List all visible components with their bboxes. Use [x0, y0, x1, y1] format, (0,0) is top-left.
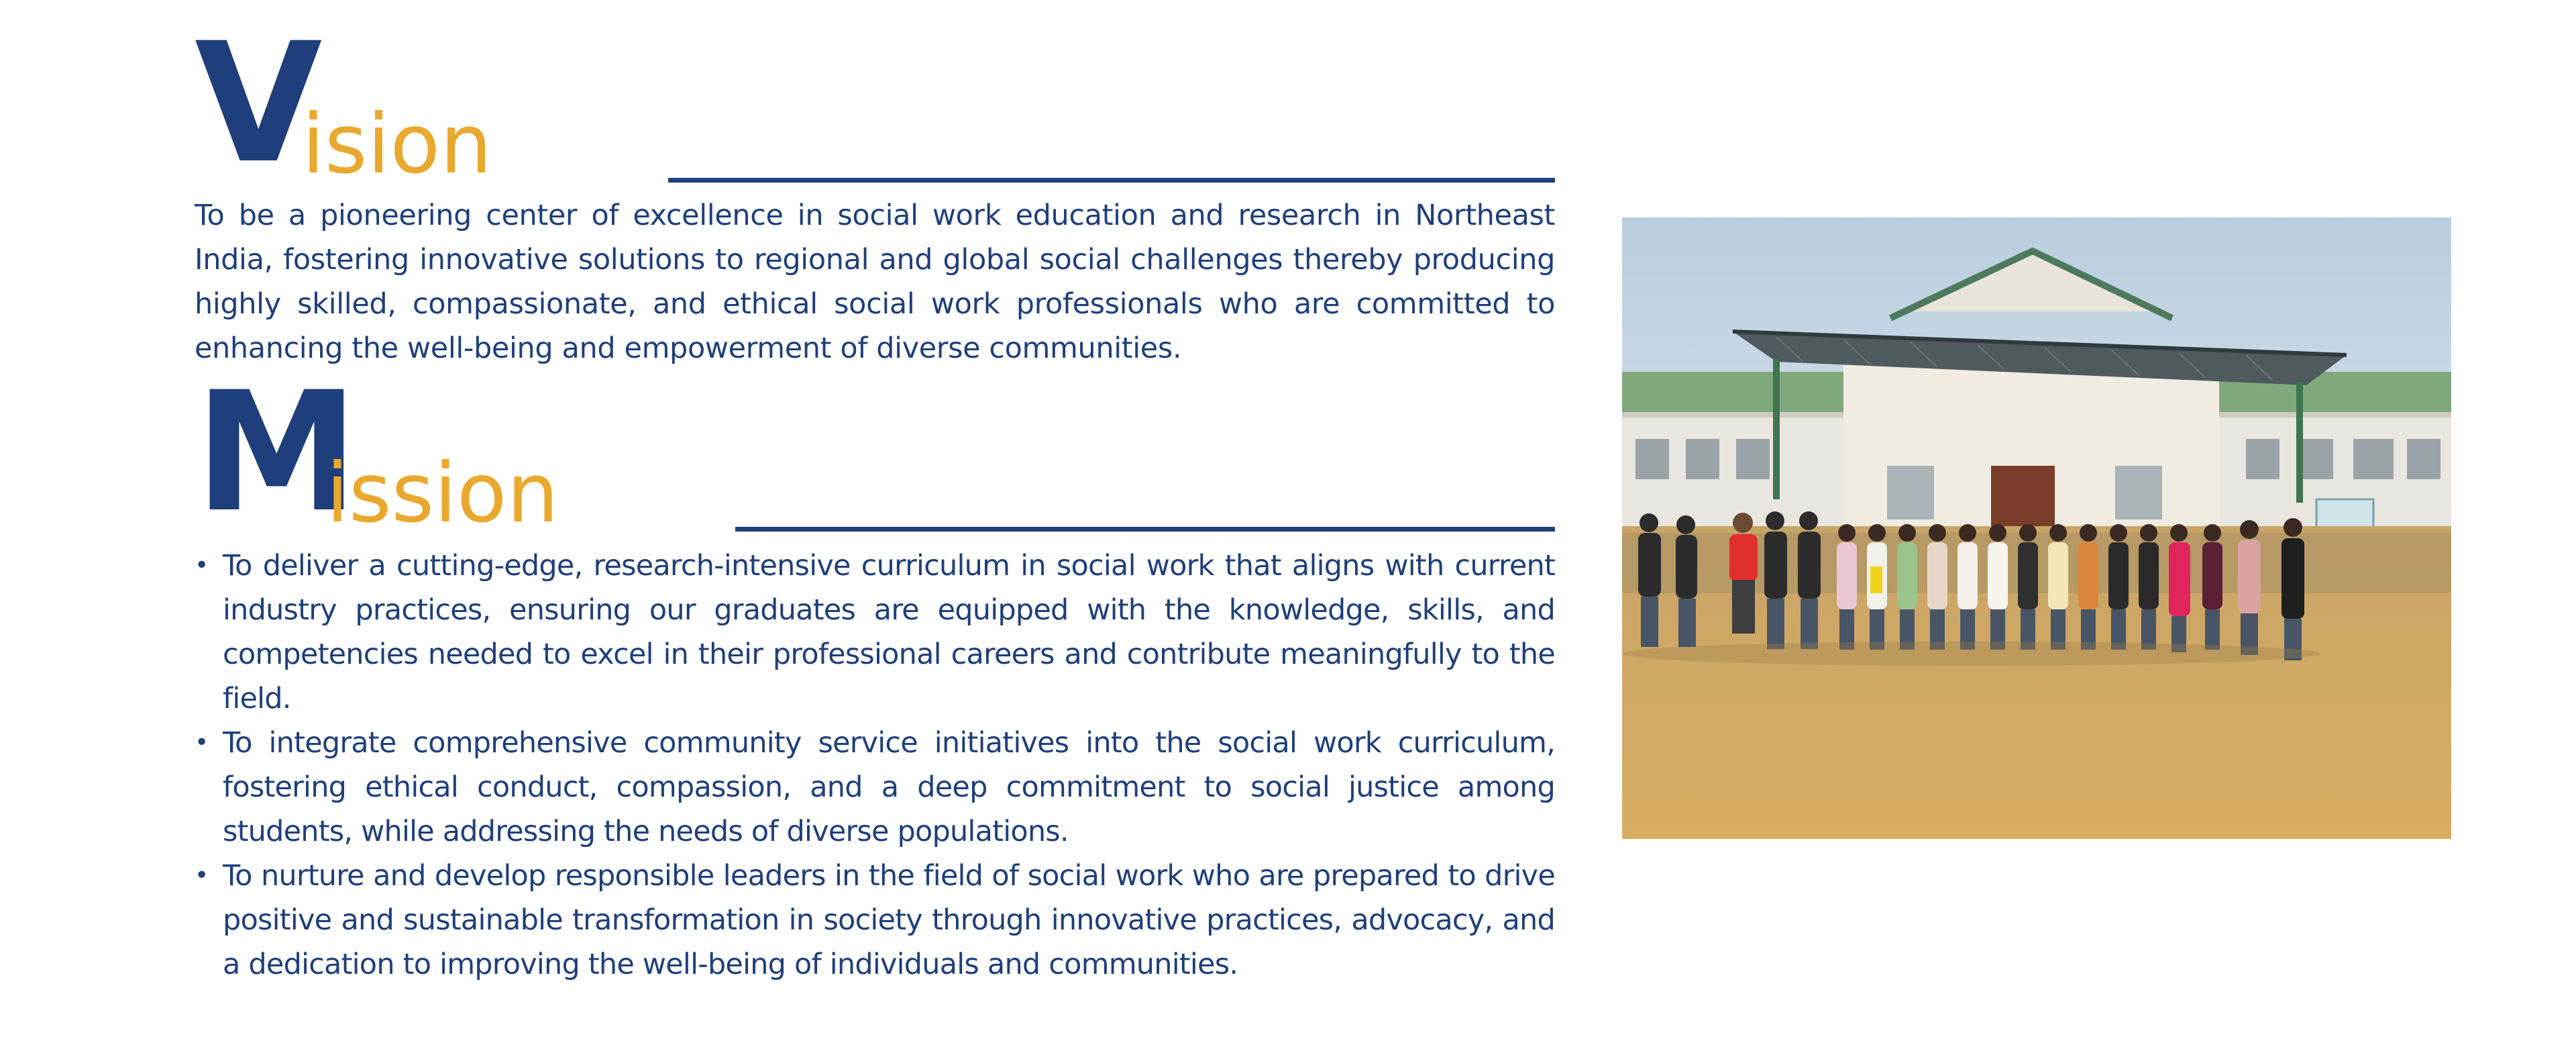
- mission-initial: M: [195, 357, 355, 549]
- bullet-icon: •: [195, 862, 209, 889]
- vision-heading-rest: ision: [302, 97, 492, 192]
- mission-item: [195, 544, 1555, 721]
- mission-list: [195, 544, 1555, 987]
- mission-heading: [195, 357, 1555, 549]
- group-photo: [1622, 217, 2451, 839]
- vision-statement: To be a pioneering center of excellence in social work education and research in Northeast India, fostering innovative solutions to regional and global social challenges thereby producing highly skilled, compassionate, and ethical social work professionals who are committed to enhancing the well-being and empowerment of diverse communities.: [195, 199, 1555, 365]
- mission-item-text: To integrate comprehensive community service initiatives into the social work curriculum, fostering ethical conduct, compassion, and a deep commitment to social justice among students, while addressing the needs of diverse populations.: [223, 726, 1555, 848]
- mission-item-text: To deliver a cutting-edge, research-intensive curriculum in social work that aligns with current industry practices, ensuring our graduates are equipped with the knowledge, skills, and competencies needed to excel in their professional careers and contribute meaningfully to the field.: [223, 549, 1555, 715]
- bullet-icon: •: [195, 552, 209, 579]
- mission-item: [195, 854, 1555, 987]
- vision-divider: [668, 178, 1555, 183]
- group-photo-illustration: [1622, 217, 2451, 839]
- vision-initial: V: [195, 8, 320, 200]
- bullet-icon: •: [195, 729, 209, 756]
- mission-heading-rest: ission: [326, 446, 559, 541]
- mission-divider: [735, 527, 1555, 532]
- mission-item: [195, 721, 1555, 854]
- mission-item-text: To nurture and develop responsible leaders in the field of social work who are prepared to drive positive and sustainable transformation in society through innovative practices, advocacy, and a dedication to improving the well-being of individuals and communities.: [223, 859, 1555, 981]
- vision-heading: [195, 8, 1555, 200]
